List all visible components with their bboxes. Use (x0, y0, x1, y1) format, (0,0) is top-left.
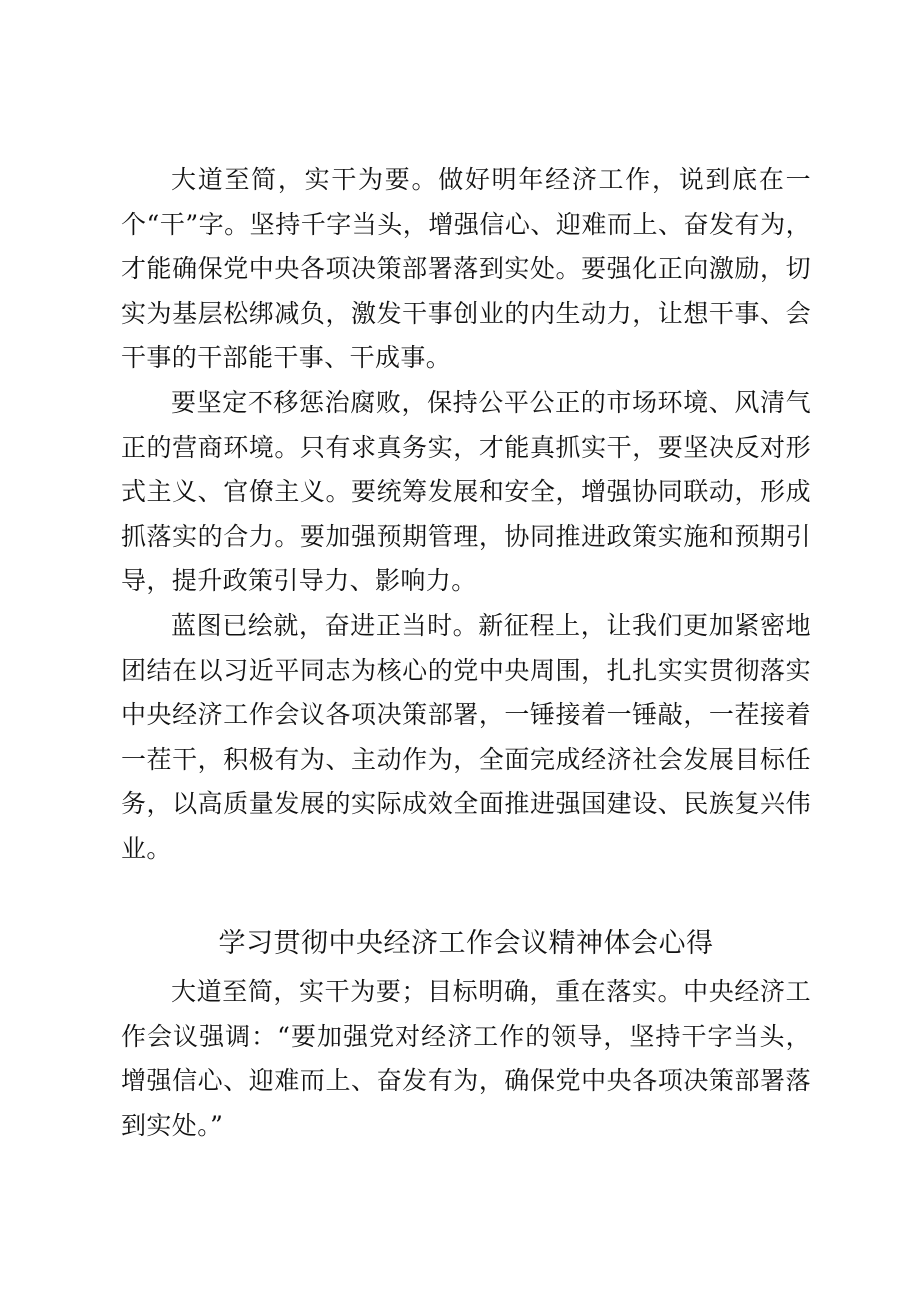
previous-article-section (121, 158, 811, 872)
body-paragraph: 大道至简，实干为要；目标明确，重在落实。中央经济工作会议强调：“要加强党对经济工作的领导，坚持干字当头，增强信心、迎难而上、奋发有为，确保党中央各项决策部署落到实处。” (121, 977, 811, 1140)
article-section (121, 924, 811, 1148)
body-paragraph: 蓝图已绘就，奋进正当时。新征程上，让我们更加紧密地团结在以习近平同志为核心的党中央周围，扎扎实实贯彻落实中央经济工作会议各项决策部署，一锤接着一锤敲，一茬接着一茬干，积极有为、主动作为，全面完成经济社会发展目标任务，以高质量发展的实际成效全面推进强国建设、民族复兴伟业。 (121, 610, 811, 863)
body-paragraph: 要坚定不移惩治腐败，保持公平公正的市场环境、风清气正的营商环境。只有求真务实，才能真抓实干，要坚决反对形式主义、官僚主义。要统筹发展和安全，增强协同联动，形成抓落实的合力。要加强预期管理，协同推进政策实施和预期引导，提升政策引导力、影响力。 (121, 387, 811, 596)
body-paragraph: 大道至简，实干为要。做好明年经济工作，说到底在一个“干”字。坚持千字当头，增强信心、迎难而上、奋发有为，才能确保党中央各项决策部署落到实处。要强化正向激励，切实为基层松绑减负，激发干事创业的内生动力，让想干事、会干事的干部能干事、干成事。 (121, 165, 811, 373)
article-title: 学习贯彻中央经济工作会议精神体会心得 (218, 928, 714, 959)
